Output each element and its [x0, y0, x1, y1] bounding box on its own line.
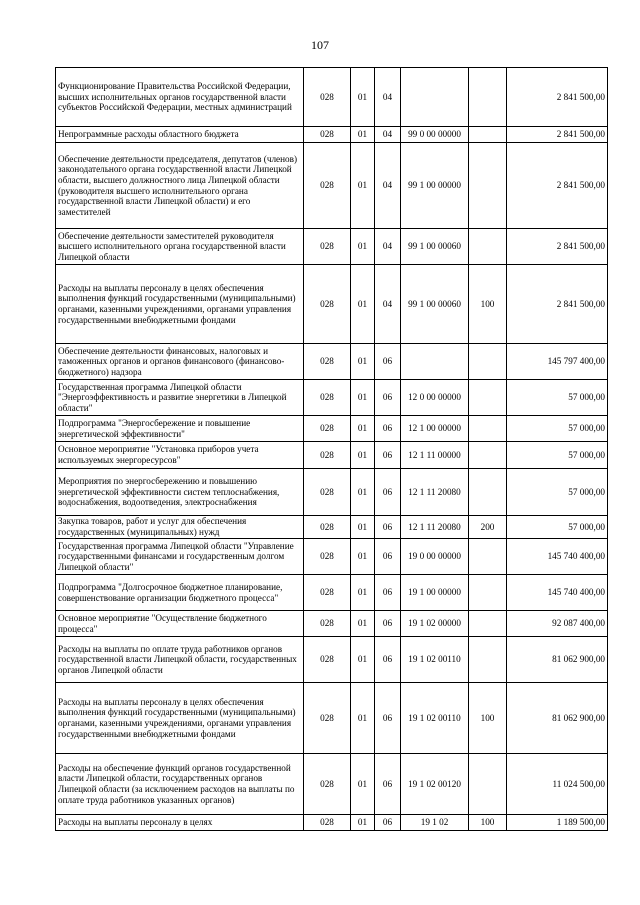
amount: 57 000,00 — [507, 516, 608, 539]
table-row — [56, 469, 608, 516]
expense-type-code — [469, 127, 507, 143]
amount: 81 062 900,00 — [507, 683, 608, 754]
ministry-code: 028 — [304, 516, 351, 539]
amount: 57 000,00 — [507, 469, 608, 516]
target-code: 99 1 00 00060 — [401, 265, 469, 344]
subsection-code: 04 — [375, 68, 401, 127]
expense-type-code — [469, 68, 507, 127]
row-name: Подпрограмма "Энергосбережение и повышение энергетической эффективности" — [56, 416, 304, 442]
subsection-code: 04 — [375, 143, 401, 229]
expense-type-code — [469, 344, 507, 380]
subsection-code: 06 — [375, 516, 401, 539]
expense-type-code — [469, 539, 507, 575]
target-code: 12 1 00 00000 — [401, 416, 469, 442]
table-row — [56, 683, 608, 754]
section-code: 01 — [351, 344, 375, 380]
ministry-code: 028 — [304, 611, 351, 637]
expense-type-code — [469, 442, 507, 469]
target-code — [401, 68, 469, 127]
target-code: 12 1 11 00000 — [401, 442, 469, 469]
ministry-code: 028 — [304, 416, 351, 442]
target-code: 19 0 00 00000 — [401, 539, 469, 575]
row-name: Расходы на выплаты персоналу в целях обеспечения выполнения функций государственными (муниципальными) органами, казенными учреждениями, органами управления государственными внебюджетными фондами — [56, 683, 304, 754]
target-code — [401, 344, 469, 380]
ministry-code: 028 — [304, 380, 351, 416]
section-code: 01 — [351, 611, 375, 637]
target-code: 99 1 00 00060 — [401, 229, 469, 265]
target-code: 12 1 11 20080 — [401, 516, 469, 539]
expense-type-code — [469, 575, 507, 611]
expense-type-code — [469, 469, 507, 516]
expense-type-code: 100 — [469, 815, 507, 831]
ministry-code: 028 — [304, 265, 351, 344]
row-name: Расходы на обеспечение функций органов государственной власти Липецкой области, государственных органов Липецкой области (за исключением расходов на выплаты по оплате труда работников указанных органов) — [56, 754, 304, 815]
table-row — [56, 611, 608, 637]
expense-type-code: 200 — [469, 516, 507, 539]
ministry-code: 028 — [304, 637, 351, 683]
target-code: 19 1 02 00120 — [401, 754, 469, 815]
row-name: Основное мероприятие "Установка приборов учета используемых энергоресурсов" — [56, 442, 304, 469]
table-row — [56, 143, 608, 229]
table-row — [56, 539, 608, 575]
section-code: 01 — [351, 416, 375, 442]
section-code: 01 — [351, 265, 375, 344]
table-row — [56, 575, 608, 611]
table-row — [56, 265, 608, 344]
subsection-code: 06 — [375, 611, 401, 637]
amount: 2 841 500,00 — [507, 143, 608, 229]
table-row — [56, 380, 608, 416]
amount: 2 841 500,00 — [507, 127, 608, 143]
expense-type-code — [469, 754, 507, 815]
target-code: 19 1 02 00110 — [401, 637, 469, 683]
row-name: Обеспечение деятельности финансовых, налоговых и таможенных органов и органов финансового (финансово-бюджетного) надзора — [56, 344, 304, 380]
row-name: Мероприятия по энергосбережению и повышению энергетической эффективности систем теплоснабжения, водоснабжения, водоотведения, электроснабжения — [56, 469, 304, 516]
target-code: 19 1 02 00000 — [401, 611, 469, 637]
target-code: 12 1 11 20080 — [401, 469, 469, 516]
amount: 145 740 400,00 — [507, 575, 608, 611]
table-row — [56, 416, 608, 442]
ministry-code: 028 — [304, 754, 351, 815]
section-code: 01 — [351, 143, 375, 229]
section-code: 01 — [351, 229, 375, 265]
target-code: 19 1 02 — [401, 815, 469, 831]
table-row — [56, 68, 608, 127]
section-code: 01 — [351, 516, 375, 539]
subsection-code: 06 — [375, 637, 401, 683]
section-code: 01 — [351, 575, 375, 611]
section-code: 01 — [351, 442, 375, 469]
amount: 57 000,00 — [507, 380, 608, 416]
subsection-code: 06 — [375, 575, 401, 611]
amount: 145 740 400,00 — [507, 539, 608, 575]
expense-type-code — [469, 637, 507, 683]
amount: 81 062 900,00 — [507, 637, 608, 683]
ministry-code: 028 — [304, 229, 351, 265]
amount: 2 841 500,00 — [507, 265, 608, 344]
target-code: 12 0 00 00000 — [401, 380, 469, 416]
subsection-code: 06 — [375, 469, 401, 516]
section-code: 01 — [351, 380, 375, 416]
amount: 57 000,00 — [507, 416, 608, 442]
row-name: Основное мероприятие "Осуществление бюджетного процесса" — [56, 611, 304, 637]
row-name: Обеспечение деятельности председателя, депутатов (членов) законодательного органа государственной власти Липецкой области, высшего должностного лица Липецкой области (руководителя высшего исполнительного органа государственной власти Липецкой области) и его заместителей — [56, 143, 304, 229]
subsection-code: 06 — [375, 815, 401, 831]
section-code: 01 — [351, 815, 375, 831]
amount: 11 024 500,00 — [507, 754, 608, 815]
row-name: Непрограммные расходы областного бюджета — [56, 127, 304, 143]
row-name: Функционирование Правительства Российской Федерации, высших исполнительных органов государственной власти субъектов Российской Федерации, местных администраций — [56, 68, 304, 127]
ministry-code: 028 — [304, 815, 351, 831]
page-number: 107 — [311, 38, 329, 52]
amount: 2 841 500,00 — [507, 229, 608, 265]
target-code: 19 1 00 00000 — [401, 575, 469, 611]
subsection-code: 06 — [375, 754, 401, 815]
table-row — [56, 229, 608, 265]
expense-type-code — [469, 380, 507, 416]
ministry-code: 028 — [304, 344, 351, 380]
ministry-code: 028 — [304, 683, 351, 754]
target-code: 19 1 02 00110 — [401, 683, 469, 754]
expense-type-code: 100 — [469, 683, 507, 754]
ministry-code: 028 — [304, 575, 351, 611]
subsection-code: 04 — [375, 265, 401, 344]
target-code: 99 0 00 00000 — [401, 127, 469, 143]
section-code: 01 — [351, 127, 375, 143]
table-row — [56, 516, 608, 539]
ministry-code: 028 — [304, 143, 351, 229]
ministry-code: 028 — [304, 539, 351, 575]
row-name: Обеспечение деятельности заместителей руководителя высшего исполнительного органа государственной власти Липецкой области — [56, 229, 304, 265]
table-row — [56, 344, 608, 380]
amount: 92 087 400,00 — [507, 611, 608, 637]
section-code: 01 — [351, 754, 375, 815]
subsection-code: 06 — [375, 416, 401, 442]
subsection-code: 06 — [375, 380, 401, 416]
table-row — [56, 127, 608, 143]
row-name: Расходы на выплаты персоналу в целях обеспечения выполнения функций государственными (муниципальными) органами, казенными учреждениями, органами управления государственными внебюджетными фондами — [56, 265, 304, 344]
expense-type-code — [469, 416, 507, 442]
subsection-code: 04 — [375, 127, 401, 143]
amount: 57 000,00 — [507, 442, 608, 469]
section-code: 01 — [351, 68, 375, 127]
ministry-code: 028 — [304, 442, 351, 469]
amount: 2 841 500,00 — [507, 68, 608, 127]
row-name: Подпрограмма "Долгосрочное бюджетное планирование, совершенствование организации бюджетного процесса" — [56, 575, 304, 611]
subsection-code: 06 — [375, 539, 401, 575]
expense-type-code: 100 — [469, 265, 507, 344]
amount: 145 797 400,00 — [507, 344, 608, 380]
section-code: 01 — [351, 637, 375, 683]
row-name: Государственная программа Липецкой области "Энергоэффективность и развитие энергетики в Липецкой области" — [56, 380, 304, 416]
section-code: 01 — [351, 469, 375, 516]
section-code: 01 — [351, 683, 375, 754]
expense-type-code — [469, 611, 507, 637]
subsection-code: 06 — [375, 344, 401, 380]
table-row — [56, 637, 608, 683]
budget-table — [55, 67, 608, 831]
row-name: Закупка товаров, работ и услуг для обеспечения государственных (муниципальных) нужд — [56, 516, 304, 539]
table-row — [56, 815, 608, 831]
ministry-code: 028 — [304, 469, 351, 516]
target-code: 99 1 00 00000 — [401, 143, 469, 229]
row-name: Расходы на выплаты по оплате труда работников органов государственной власти Липецкой области, государственных органов Липецкой области — [56, 637, 304, 683]
row-name: Расходы на выплаты персоналу в целях — [56, 815, 304, 831]
table-row — [56, 754, 608, 815]
expense-type-code — [469, 143, 507, 229]
amount: 1 189 500,00 — [507, 815, 608, 831]
ministry-code: 028 — [304, 127, 351, 143]
section-code: 01 — [351, 539, 375, 575]
subsection-code: 04 — [375, 229, 401, 265]
subsection-code: 06 — [375, 442, 401, 469]
expense-type-code — [469, 229, 507, 265]
subsection-code: 06 — [375, 683, 401, 754]
ministry-code: 028 — [304, 68, 351, 127]
row-name: Государственная программа Липецкой области "Управление государственными финансами и государственным долгом Липецкой области" — [56, 539, 304, 575]
table-row — [56, 442, 608, 469]
